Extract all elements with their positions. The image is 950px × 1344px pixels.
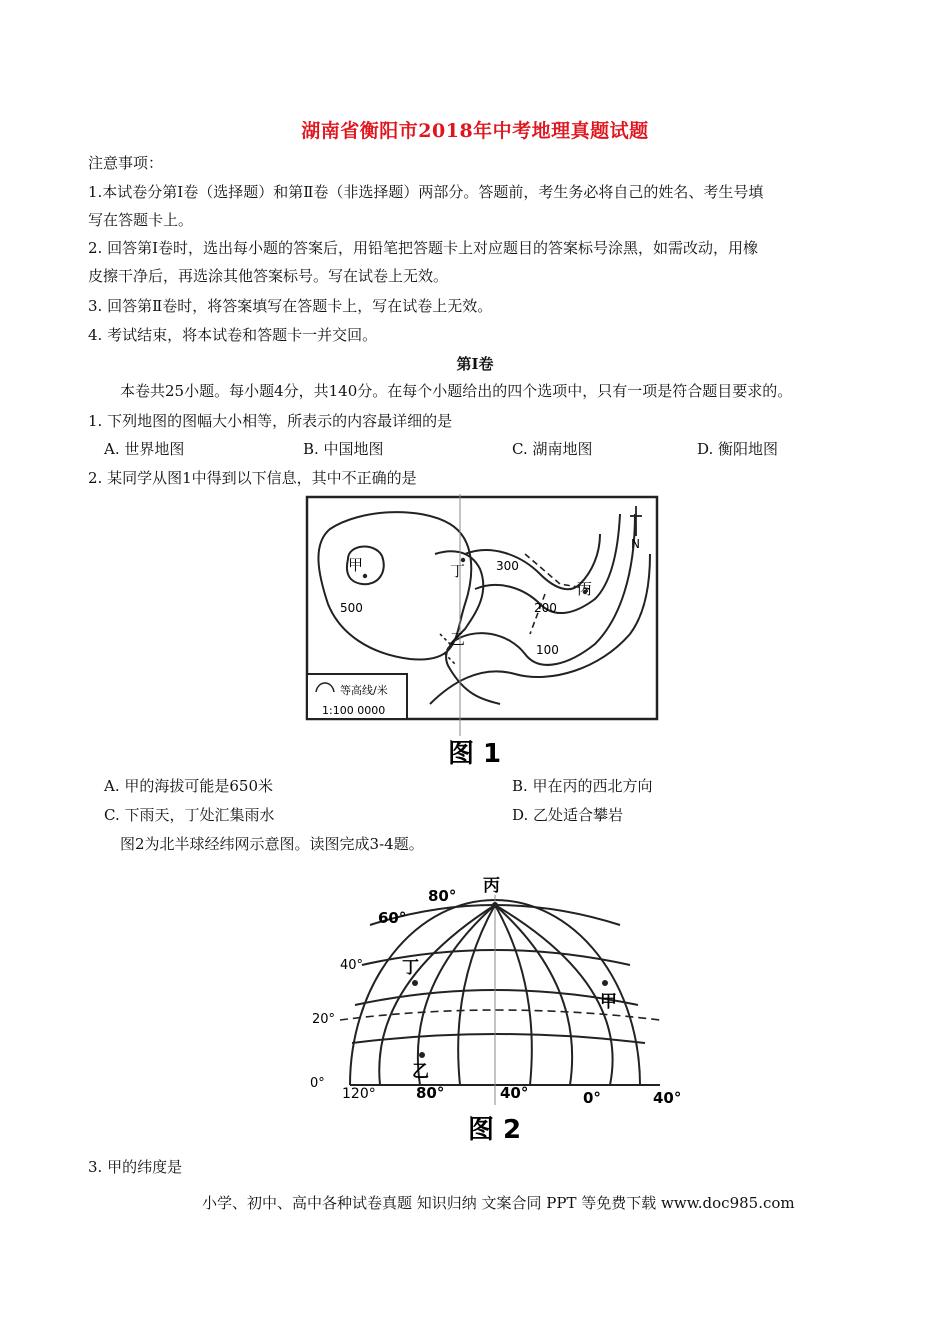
lat-label-0: 0° xyxy=(310,1076,325,1091)
contour-label-200: 200 xyxy=(534,601,557,615)
notice-item: 皮擦干净后，再选涂其他答案标号。写在试卷上无效。 xyxy=(88,267,449,285)
question-2-stem: 2. 某同学从图1中得到以下信息，其中不正确的是 xyxy=(88,469,417,487)
label-jia: 甲 xyxy=(600,992,617,1012)
lat-label-40: 40° xyxy=(340,958,364,973)
lat-label-20: 20° xyxy=(312,1012,336,1027)
figure-2-caption: 图 2 xyxy=(468,1115,522,1145)
figure-1-caption: 图 1 xyxy=(448,739,502,769)
longitude-line xyxy=(495,905,613,1085)
label-ding: 丁 xyxy=(402,958,419,978)
notice-item: 3. 回答第Ⅱ卷时，将答案填写在答题卡上，写在试卷上无效。 xyxy=(88,297,493,315)
q1-option-d: D. 衡阳地图 xyxy=(697,440,779,458)
label-bing: 丙 xyxy=(483,876,500,896)
point-jia-dot xyxy=(602,980,608,986)
figure-1-contour-map xyxy=(300,494,665,774)
lon-label-0: 0° xyxy=(583,1089,601,1107)
notice-heading: 注意事项： xyxy=(88,154,164,172)
question-1-stem: 1. 下列地图的图幅大小相等，所表示的内容最详细的是 xyxy=(88,412,453,430)
point-jia-dot xyxy=(363,574,367,578)
lat-label-60: 60° xyxy=(378,909,407,927)
q1-option-c: C. 湖南地图 xyxy=(512,440,593,458)
lat-label-80: 80° xyxy=(428,887,457,905)
point-yi-dot xyxy=(419,1052,425,1058)
q2-option-a: A. 甲的海拔可能是650米 xyxy=(104,777,273,795)
lon-label-80: 80° xyxy=(416,1084,445,1102)
label-bing: 丙 xyxy=(577,580,593,598)
label-ding: 丁 xyxy=(450,562,466,580)
section-intro: 本卷共25小题。每小题4分，共140分。在每个小题给出的四个选项中，只有一项是符合题目要求的。 xyxy=(120,382,793,400)
contour-line xyxy=(318,512,471,659)
contour-label-300: 300 xyxy=(496,559,519,573)
q1-option-b: B. 中国地图 xyxy=(303,440,384,458)
question-3-stem: 3. 甲的纬度是 xyxy=(88,1158,183,1176)
point-bing-dot xyxy=(492,902,498,908)
lon-label-120: 120° xyxy=(342,1086,376,1102)
q2-option-c: C. 下雨天，丁处汇集雨水 xyxy=(104,806,275,824)
contour-label-500: 500 xyxy=(340,601,363,615)
legend-scale: 1:100 0000 xyxy=(322,704,386,717)
label-yi: 乙 xyxy=(412,1062,429,1082)
q2-option-d: D. 乙处适合攀岩 xyxy=(512,806,624,824)
q2-option-b: B. 甲在丙的西北方向 xyxy=(512,777,653,795)
label-yi: 乙 xyxy=(450,630,466,648)
section-title: 第Ⅰ卷 xyxy=(456,355,494,373)
q1-option-a: A. 世界地图 xyxy=(104,440,185,458)
point-ding-dot xyxy=(412,980,418,986)
contour-line xyxy=(435,551,500,704)
figure-2-graticule xyxy=(300,865,700,1145)
label-north: N xyxy=(631,537,640,551)
legend-line-label: 等高线/米 xyxy=(340,684,388,697)
notice-item: 写在答题卡上。 xyxy=(88,211,194,229)
footer-text[interactable]: 小学、初中、高中各种试卷真题 知识归纳 文案合同 PPT 等免费下载 www.doc985.com xyxy=(202,1194,795,1212)
longitude-line xyxy=(379,905,495,1085)
page-title: 湖南省衡阳市2018年中考地理真题试题 xyxy=(301,120,649,142)
longitude-line xyxy=(495,905,532,1085)
notice-item: 4. 考试结束，将本试卷和答题卡一并交回。 xyxy=(88,326,378,344)
figure-2-intro: 图2为北半球经纬网示意图。读图完成3-4题。 xyxy=(120,835,424,853)
label-jia: 甲 xyxy=(348,556,364,574)
longitude-line xyxy=(495,905,572,1085)
lon-label-40-east: 40° xyxy=(653,1089,682,1107)
notice-item: 2. 回答第Ⅰ卷时，选出每小题的答案后，用铅笔把答题卡上对应题目的答案标号涂黑，如需改动，用橡 xyxy=(88,239,759,257)
longitude-line xyxy=(458,905,495,1085)
contour-label-100: 100 xyxy=(536,643,559,657)
lon-label-40: 40° xyxy=(500,1084,529,1102)
notice-item: 1.本试卷分第Ⅰ卷（选择题）和第Ⅱ卷（非选择题）两部分。答题前，考生务必将自己的姓名、考生号填 xyxy=(88,183,764,201)
latitude-line xyxy=(352,1034,645,1043)
